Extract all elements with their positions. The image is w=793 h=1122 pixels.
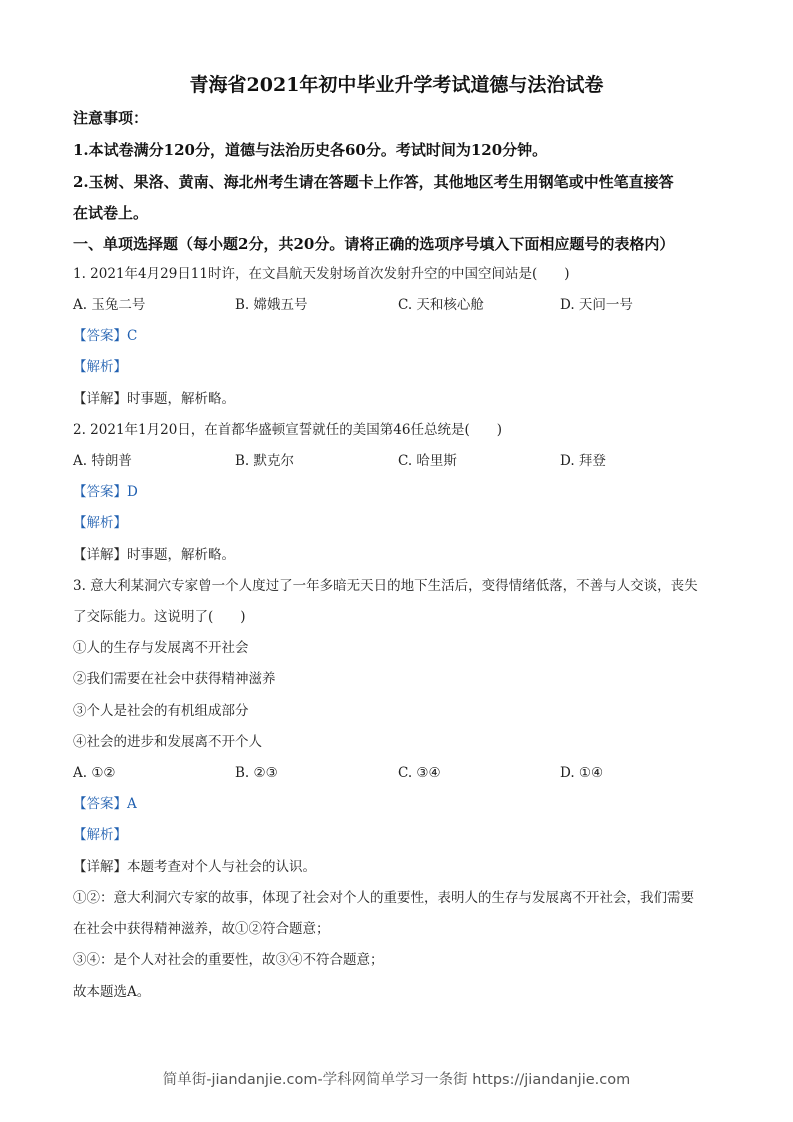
q3-option-b: B. ②③ bbox=[235, 765, 278, 781]
q3-detail-line-4: 故本题选A。 bbox=[73, 984, 151, 1000]
q3-analysis: 【解析】 bbox=[73, 827, 127, 843]
q1-option-c: C. 天和核心舱 bbox=[398, 297, 484, 313]
notes-item-1: 1.本试卷满分120分，道德与法治历史各60分。考试时间为120分钟。 bbox=[73, 141, 548, 159]
q3-answer: 【答案】A bbox=[73, 796, 137, 812]
footer-watermark: 简单街-jiandanjie.com-学科网简单学习一条街 https://jiandanjie.com bbox=[162, 1072, 631, 1088]
q1-answer: 【答案】C bbox=[73, 328, 138, 344]
q3-detail: 【详解】本题考查对个人与社会的认识。 bbox=[73, 859, 316, 875]
q3-statement-3: ③个人是社会的有机组成部分 bbox=[73, 703, 249, 719]
notes-heading: 注意事项： bbox=[73, 109, 149, 127]
q3-detail-line-2: 在社会中获得精神滋养，故①②符合题意； bbox=[73, 921, 330, 937]
notes-item-2b: 在试卷上。 bbox=[73, 204, 149, 222]
q1-option-d: D. 天问一号 bbox=[560, 297, 633, 313]
q2-option-d: D. 拜登 bbox=[560, 453, 606, 469]
q1-option-b: B. 嫦娥五号 bbox=[235, 297, 308, 313]
q3-statement-2: ②我们需要在社会中获得精神滋养 bbox=[73, 671, 276, 687]
q1-analysis: 【解析】 bbox=[73, 359, 127, 375]
section-heading: 一、单项选择题（每小题2分，共20分。请将正确的选项序号填入下面相应题号的表格内） bbox=[73, 235, 675, 253]
q1-detail: 【详解】时事题，解析略。 bbox=[73, 391, 235, 407]
q2-analysis: 【解析】 bbox=[73, 515, 127, 531]
q3-option-a: A. ①② bbox=[73, 765, 116, 781]
q3-option-c: C. ③④ bbox=[398, 765, 441, 781]
q1-stem: 1. 2021年4月29日11时许，在文昌航天发射场首次发射升空的中国空间站是( ) bbox=[73, 266, 570, 282]
q2-answer: 【答案】D bbox=[73, 484, 138, 500]
q1-option-a: A. 玉兔二号 bbox=[73, 297, 146, 313]
q2-stem: 2. 2021年1月20日，在首都华盛顿宣誓就任的美国第46任总统是( ) bbox=[73, 422, 503, 438]
q3-detail-line-3: ③④：是个人对社会的重要性，故③④不符合题意； bbox=[73, 952, 384, 968]
q3-stem-1: 3. 意大利某洞穴专家曾一个人度过了一年多暗无天日的地下生活后，变得情绪低落，不善与人交谈，丧失 bbox=[73, 578, 698, 594]
q2-option-c: C. 哈里斯 bbox=[398, 453, 457, 469]
page-title: 青海省2021年初中毕业升学考试道德与法治试卷 bbox=[189, 74, 604, 96]
q3-detail-line-1: ①②：意大利洞穴专家的故事，体现了社会对个人的重要性，表明人的生存与发展离不开社会，我们需要 bbox=[73, 890, 694, 906]
q3-stem-2: 了交际能力。这说明了( ) bbox=[73, 609, 246, 625]
q3-option-d: D. ①④ bbox=[560, 765, 604, 781]
q3-statement-4: ④社会的进步和发展离不开个人 bbox=[73, 734, 262, 750]
q2-option-b: B. 默克尔 bbox=[235, 453, 295, 469]
q2-detail: 【详解】时事题，解析略。 bbox=[73, 547, 235, 563]
q2-option-a: A. 特朗普 bbox=[73, 453, 132, 469]
q3-statement-1: ①人的生存与发展离不开社会 bbox=[73, 640, 249, 656]
notes-item-2a: 2.玉树、果洛、黄南、海北州考生请在答题卡上作答，其他地区考生用钢笔或中性笔直接答 bbox=[73, 173, 674, 191]
